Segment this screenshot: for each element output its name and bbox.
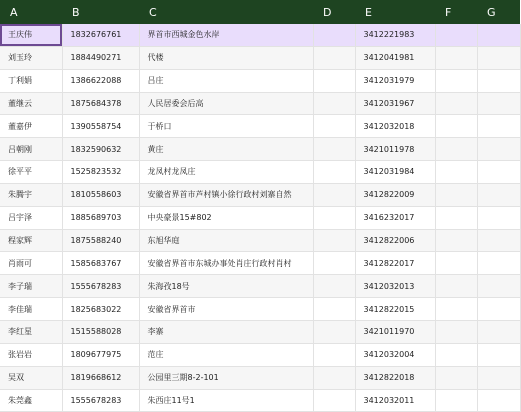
cell-e6[interactable]: 3421011978 <box>355 138 435 161</box>
cell-f14[interactable] <box>435 320 477 343</box>
table-row <box>0 92 520 115</box>
cell-b4[interactable]: 1875684378 <box>62 92 139 115</box>
table-row <box>0 161 520 184</box>
cell-g15[interactable] <box>477 343 520 366</box>
cell-d8[interactable] <box>313 183 355 206</box>
cell-g1[interactable] <box>477 24 520 46</box>
cell-c15[interactable]: 范庄 <box>139 343 313 366</box>
cell-a3[interactable]: 丁利娟 <box>0 69 62 92</box>
cell-f17[interactable] <box>435 389 477 412</box>
cell-e2[interactable]: 3412041981 <box>355 46 435 69</box>
cell-e3[interactable]: 3412031979 <box>355 69 435 92</box>
cell-c13[interactable]: 安徽省界首市 <box>139 298 313 321</box>
cell-e10[interactable]: 3412822006 <box>355 229 435 252</box>
cell-b13[interactable]: 1825683022 <box>62 298 139 321</box>
cell-b14[interactable]: 1515588028 <box>62 320 139 343</box>
cell-b16[interactable]: 1819668612 <box>62 366 139 389</box>
cell-e16[interactable]: 3412822018 <box>355 366 435 389</box>
cell-d2[interactable] <box>313 46 355 69</box>
cell-g16[interactable] <box>477 366 520 389</box>
cell-c17[interactable]: 朱西庄11号1 <box>139 389 313 412</box>
cell-b9[interactable]: 1885689703 <box>62 206 139 229</box>
cell-f13[interactable] <box>435 298 477 321</box>
column-header-row <box>0 0 520 24</box>
cell-c14[interactable]: 李寨 <box>139 320 313 343</box>
cell-c9[interactable]: 中央豪景15#802 <box>139 206 313 229</box>
cell-d6[interactable] <box>313 138 355 161</box>
column-header-a[interactable]: A <box>0 0 62 24</box>
table-row <box>0 69 520 92</box>
cell-a6[interactable]: 吕朝刚 <box>0 138 62 161</box>
cell-e13[interactable]: 3412822015 <box>355 298 435 321</box>
cell-a2[interactable]: 刘玉玲 <box>0 46 62 69</box>
cell-d14[interactable] <box>313 320 355 343</box>
cell-c6[interactable]: 黄庄 <box>139 138 313 161</box>
table-row <box>0 389 520 412</box>
cell-a14[interactable]: 李红星 <box>0 320 62 343</box>
cell-e15[interactable]: 3412032004 <box>355 343 435 366</box>
cell-d7[interactable] <box>313 161 355 184</box>
table-row <box>0 206 520 229</box>
cell-b10[interactable]: 1875588240 <box>62 229 139 252</box>
cell-e11[interactable]: 3412822017 <box>355 252 435 275</box>
cell-d4[interactable] <box>313 92 355 115</box>
cell-e17[interactable]: 3412032011 <box>355 389 435 412</box>
cell-f6[interactable] <box>435 138 477 161</box>
cell-d13[interactable] <box>313 298 355 321</box>
cell-b17[interactable]: 1555678283 <box>62 389 139 412</box>
cell-g8[interactable] <box>477 183 520 206</box>
column-header-d[interactable]: D <box>313 0 355 24</box>
cell-e5[interactable]: 3412032018 <box>355 115 435 138</box>
cell-g3[interactable] <box>477 69 520 92</box>
cell-b11[interactable]: 1585683767 <box>62 252 139 275</box>
column-header-e[interactable]: E <box>355 0 435 24</box>
cell-c7[interactable]: 龙凤村龙凤庄 <box>139 161 313 184</box>
cell-a16[interactable]: 吴双 <box>0 366 62 389</box>
cell-d16[interactable] <box>313 366 355 389</box>
cell-d12[interactable] <box>313 275 355 298</box>
cell-g4[interactable] <box>477 92 520 115</box>
table-row <box>0 229 520 252</box>
grid-body <box>0 24 520 412</box>
cell-g14[interactable] <box>477 320 520 343</box>
cell-f9[interactable] <box>435 206 477 229</box>
cell-b15[interactable]: 1809677975 <box>62 343 139 366</box>
column-header-g[interactable]: G <box>477 0 520 24</box>
cell-a9[interactable]: 吕宇泽 <box>0 206 62 229</box>
cell-e8[interactable]: 3412822009 <box>355 183 435 206</box>
cell-b7[interactable]: 1525823532 <box>62 161 139 184</box>
table-row <box>0 252 520 275</box>
cell-f10[interactable] <box>435 229 477 252</box>
cell-b6[interactable]: 1832590632 <box>62 138 139 161</box>
cell-b2[interactable]: 1884490271 <box>62 46 139 69</box>
cell-d11[interactable] <box>313 252 355 275</box>
table-row <box>0 298 520 321</box>
cell-d17[interactable] <box>313 389 355 412</box>
cell-a15[interactable]: 张岩岩 <box>0 343 62 366</box>
table-row <box>0 115 520 138</box>
cell-g13[interactable] <box>477 298 520 321</box>
cell-a11[interactable]: 肖雨可 <box>0 252 62 275</box>
cell-e1[interactable]: 3412221983 <box>355 24 435 46</box>
cell-g2[interactable] <box>477 46 520 69</box>
column-header-b[interactable]: B <box>62 0 139 24</box>
cell-f12[interactable] <box>435 275 477 298</box>
cell-c2[interactable]: 代楼 <box>139 46 313 69</box>
table-row <box>0 183 520 206</box>
cell-f16[interactable] <box>435 366 477 389</box>
table-row <box>0 275 520 298</box>
cell-a12[interactable]: 李子瑞 <box>0 275 62 298</box>
cell-e7[interactable]: 3412031984 <box>355 161 435 184</box>
cell-c12[interactable]: 朱海孜18号 <box>139 275 313 298</box>
cell-f3[interactable] <box>435 69 477 92</box>
cell-g11[interactable] <box>477 252 520 275</box>
cell-e12[interactable]: 3412032013 <box>355 275 435 298</box>
cell-d3[interactable] <box>313 69 355 92</box>
table-row <box>0 366 520 389</box>
cell-f8[interactable] <box>435 183 477 206</box>
cell-g12[interactable] <box>477 275 520 298</box>
cell-b5[interactable]: 1390558754 <box>62 115 139 138</box>
table-row <box>0 320 520 343</box>
cell-g17[interactable] <box>477 389 520 412</box>
cell-a8[interactable]: 朱腾宇 <box>0 183 62 206</box>
cell-d15[interactable] <box>313 343 355 366</box>
cell-c8[interactable]: 安徽省界首市芦村镇小徐行政村刘寨自然 <box>139 183 313 206</box>
cell-a17[interactable]: 朱莞鑫 <box>0 389 62 412</box>
cell-b3[interactable]: 1386622088 <box>62 69 139 92</box>
cell-g5[interactable] <box>477 115 520 138</box>
cell-f7[interactable] <box>435 161 477 184</box>
cell-c10[interactable]: 东旭华庭 <box>139 229 313 252</box>
column-header-c[interactable]: C <box>139 0 313 24</box>
cell-e9[interactable]: 3416232017 <box>355 206 435 229</box>
cell-b12[interactable]: 1555678283 <box>62 275 139 298</box>
cell-f2[interactable] <box>435 46 477 69</box>
table-row <box>0 343 520 366</box>
cell-a13[interactable]: 李佳瑞 <box>0 298 62 321</box>
cell-f5[interactable] <box>435 115 477 138</box>
cell-g10[interactable] <box>477 229 520 252</box>
cell-d9[interactable] <box>313 206 355 229</box>
cell-c3[interactable]: 吕庄 <box>139 69 313 92</box>
cell-g7[interactable] <box>477 161 520 184</box>
cell-a1[interactable]: 王庆伟 <box>0 24 62 46</box>
cell-d1[interactable] <box>313 24 355 46</box>
cell-f1[interactable] <box>435 24 477 46</box>
cell-b8[interactable]: 1810558603 <box>62 183 139 206</box>
cell-a5[interactable]: 董嘉伊 <box>0 115 62 138</box>
table-row <box>0 46 520 69</box>
cell-a7[interactable]: 徐平平 <box>0 161 62 184</box>
cell-d10[interactable] <box>313 229 355 252</box>
cell-d5[interactable] <box>313 115 355 138</box>
cell-g6[interactable] <box>477 138 520 161</box>
cell-e4[interactable]: 3412031967 <box>355 92 435 115</box>
cell-b1[interactable]: 1832676761 <box>62 24 139 46</box>
cell-c16[interactable]: 公园里三期8-2-101 <box>139 366 313 389</box>
cell-a4[interactable]: 董继云 <box>0 92 62 115</box>
cell-g9[interactable] <box>477 206 520 229</box>
cell-a10[interactable]: 程家辉 <box>0 229 62 252</box>
cell-f15[interactable] <box>435 343 477 366</box>
cell-f4[interactable] <box>435 92 477 115</box>
cell-f11[interactable] <box>435 252 477 275</box>
cell-c5[interactable]: 于桥口 <box>139 115 313 138</box>
column-header-f[interactable]: F <box>435 0 477 24</box>
table-row <box>0 24 520 46</box>
table-row <box>0 138 520 161</box>
cell-c11[interactable]: 安徽省界首市东城办事处肖庄行政村肖村 <box>139 252 313 275</box>
cell-c4[interactable]: 人民居委会后高 <box>139 92 313 115</box>
cell-e14[interactable]: 3421011970 <box>355 320 435 343</box>
cell-c1[interactable]: 界首市西城金色水岸 <box>139 24 313 46</box>
